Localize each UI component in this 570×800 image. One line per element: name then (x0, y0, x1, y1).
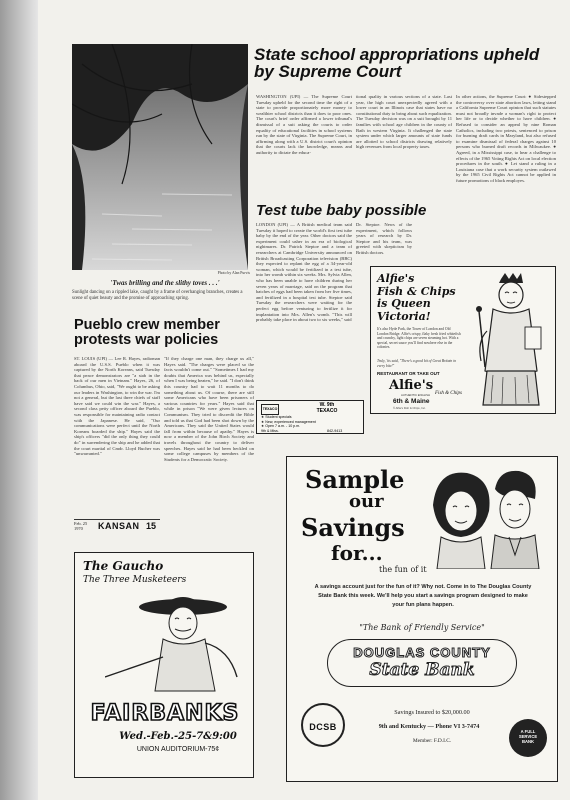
baby-story-headline: Test tube baby possible (256, 202, 427, 219)
alfies-body: It's also Hyde Park, the Tower of London and Old London Bridge. Alfie's crispy, flaky fresh fried whitefish and crunchy, light chips are seven steaming hot. With a special, secret sauce you'll find nowhere else in the colonies. (377, 327, 461, 350)
texaco-star-icon (261, 404, 279, 415)
baby-story-col-1: LONDON (UPI) — A British medical team said Tuesday it hoped to create the world's first test tube baby by the end of the year. Other doctors said the experiment could usher in an era of biological nightmares. Dr. Patrick Steptoe and a team of researchers at Cambridge University announced on British Broadcasting Corporation television (BBC) they expected to replant the egg of a 34-year-old woman, which would be fertilized in a test tube, into her womb within six weeks. Mrs. Sylvia Allen, who has been unable to have children during her seven years of marriage, said on the program that batches of eggs had been taken from her five times, and fertilized in a hospital test tube. Steptoe said Tuesday the researchers were waiting for the perfect egg before venturing to fertilize it for implantation into Mrs. Allen's womb. "This will probably take place in about two to six weeks," said (256, 222, 352, 323)
pueblo-story-col-1: ST. LOUIS (UPI) — Lee R. Hayes, radioman aboard the U.S.S. Pueblo when it was captured by the North Koreans, said Tuesday that peace demonstrators are "a stab in the back of our men in Vietnam." Hayes, 26, of Columbus, Ohio, said, "We ought to be asking our leaders in Washington, to win the war. I'm not a general, but the last three chiefs of staff have said we could win the war." Hayes, a second class petty officer aboard the Pueblo, was responsible for maintaining radio contact with the Japanese. He said, "Our communications were perfect until the North Koreans boarded the ship." Hayes said the ship's officers "did the only thing they could do" in surrendering the ship and he added that the court martial of Cmdr. Lloyd Bucher was "unwarranted." (74, 356, 160, 457)
swordsman-illustration (105, 587, 245, 699)
bank-headline-4: for... (331, 541, 383, 565)
texaco-brand: TEXACO (262, 407, 278, 411)
texaco-line-3: ★ Open 7 a.m. - 10 p.m. (261, 424, 301, 428)
baby-story-col-2: Dr. Steptoe. News of the experiment, which follows years of research by Dr. Steptoe and his team, was greeted with skepticism by British doctors. (356, 222, 412, 255)
bank-slogan: "The Bank of Friendly Service" (359, 623, 485, 632)
school-story-headline: State school appropriations upheld by Supreme Court (254, 45, 540, 82)
fairbanks-film-ad (74, 552, 254, 778)
texaco-phone: 842-9413 (327, 428, 343, 433)
bank-tagline: the fun of it (379, 565, 427, 574)
alfies-logo: Alfie's (389, 378, 434, 393)
alfies-quote: Truly, 'tis said, "There's a good bit of Great Britain in every bite!" (377, 359, 457, 368)
full-service-badge-text: A FULL SERVICE BANK (518, 729, 538, 744)
alfies-copyright: © Alfie's Fish & Chips, Inc. (393, 406, 426, 410)
bank-name-2: State Bank (369, 660, 475, 680)
bank-ad (286, 456, 558, 782)
alfies-headline: Alfie's Fish & Chips is Queen Victoria! (377, 272, 456, 323)
folio-date: Feb. 25 1970 (74, 521, 88, 531)
folio-page-number: 15 (146, 521, 157, 531)
texaco-location: W. 9th TEXACO (316, 402, 338, 414)
couple-illustration (423, 465, 543, 569)
school-story-col-2: tional quality in various sections of a state. Last year, the high court unexpectedly agreed with a lower court in an Illinois case that states have no constitutional duty to bring about such equalization. The Tuesday decision was on a suit brought by 11 families with school age children in the county of Bath in western Virginia. It challenged the state system under which larger amounts of state funds are allotted to school districts drawing relatively high revenues from local property taxes. (356, 94, 452, 150)
bank-headline-3: Savings (301, 513, 405, 542)
bank-body: A savings account just for the fun of it? Why not. Come in to The Douglas County State Bank this week. We'll help you start a savings program designed to make your fun plans happen. (314, 584, 532, 608)
dcsb-logo-text: DCSB (309, 722, 337, 732)
texaco-ad (256, 400, 364, 434)
texaco-line-1: ★ Student specials (261, 415, 292, 419)
bank-insured: Savings Insured to $20,000.00 (394, 709, 470, 716)
bank-headline-1: Sample (305, 465, 405, 494)
photo-caption-title: 'Twas brilling and the slithy toves . . .' (110, 279, 220, 287)
photo-caption-text: Sunlight dancing on a rippled lake, caught by a frame of overhanging branches, creates a scene of quiet beauty and the promise of approaching spring. (72, 290, 243, 301)
dcsb-logo (301, 703, 345, 747)
texaco-line-2: ★ New, experienced management (261, 419, 316, 424)
lake-photo (72, 44, 248, 270)
school-story-col-3: In other actions, the Supreme Court: ● Sidestepped the controversy over state abortion laws, letting stand a California Supreme Court opinion that such statutes must not broadly invade a woman's right to protect her life or to decide whether to have children. ● Refused to consider an appeal by nine Roman Catholics, including two priests, sentenced to prison for burning draft cards in Maryland, but also refused to examine dismissal of federal charges against 10 persons who burned draft records in Milwaukee. ● Agreed, in a Mississippi case, to hear a challenge to effects of the 1965 Voting Rights Act on local election procedures in the south. ● Let stand a ruling in a Louisiana case that a work security system outlawed by the 1965 Civil Rights Act cannot be applied in future promotions of black employes. (456, 94, 556, 183)
bank-member: Member: F.D.I.C. (412, 738, 452, 744)
bank-name-1: DOUGLAS COUNTY (353, 645, 491, 660)
fairbanks-title-2: The Three Musketeers (83, 575, 187, 585)
fairbanks-dates: Wed.-Feb.-25-7&9:00 (119, 731, 237, 742)
alfies-service: RESTAURANT OR TAKE OUT (377, 371, 440, 376)
folio-rule (74, 519, 160, 520)
bank-address: 9th and Kentucky — Phone VI 3-7474 (378, 723, 480, 730)
alfies-logo-sub: AUTHENTIC ENGLISH (401, 393, 431, 397)
lake-photo-image (72, 44, 248, 270)
queen-victoria-illustration (467, 271, 553, 411)
full-service-badge (509, 719, 547, 757)
pueblo-story-headline: Pueblo crew member protests war policies (74, 317, 220, 348)
fairbanks-venue: UNION AUDITORIUM-75¢ (136, 746, 220, 753)
book-binding (0, 0, 38, 800)
fairbanks-title-1: The Gaucho (83, 559, 164, 573)
pueblo-story-col-2: "If they charge one man, they charge us all," Hayes said. "The charges were placed so the facts wouldn't come out." "Sometimes I had my doubts that America was behind us, especially when I was being beaten," he said. "I don't think this country had to wait 11 months to do something about us. Of course, there are still some Americans who have been prisoners of various countries for years." Hayes said that while in prison "We were given lectures on Communism. They tried to discredit the Bible and told us that God had been shot down by the Americans. They said the United States would fall from within because of apathy." Hayes is now a member of the John Birch Society and travels throughout the country to deliver speeches. Hayes said he had been heckled on some college campuses by members of the Students for a Democratic Society. (164, 356, 254, 462)
texaco-address: 9th & Miss. (261, 428, 279, 433)
alfies-ad (370, 266, 556, 414)
fairbanks-star: FAIRBANKS (90, 701, 240, 726)
folio-paper-name: KANSAN (98, 521, 140, 531)
school-story-col-1: WASHINGTON (UPI) — The Supreme Court Tuesday upheld for the second time the right of a state to provide proportionately more money to wealthier school districts than it does to poor ones. The court's brief order affirmed a lower tribunal's dismissal of a suit asking the courts to order equality of educational facilities in school systems run by the state of Virginia. The Supreme Court, in affirming along with a U.S. district court's opinion that the courts lack the knowledge, means and authority to dictate the educa- (256, 94, 352, 155)
photo-credit: Photo by Alan Purvis (217, 271, 250, 275)
alfies-logo-sub-2: Fish & Chips (435, 391, 462, 396)
alfies-address: 6th & Maine (393, 398, 430, 405)
bank-headline-2: our (349, 491, 384, 512)
